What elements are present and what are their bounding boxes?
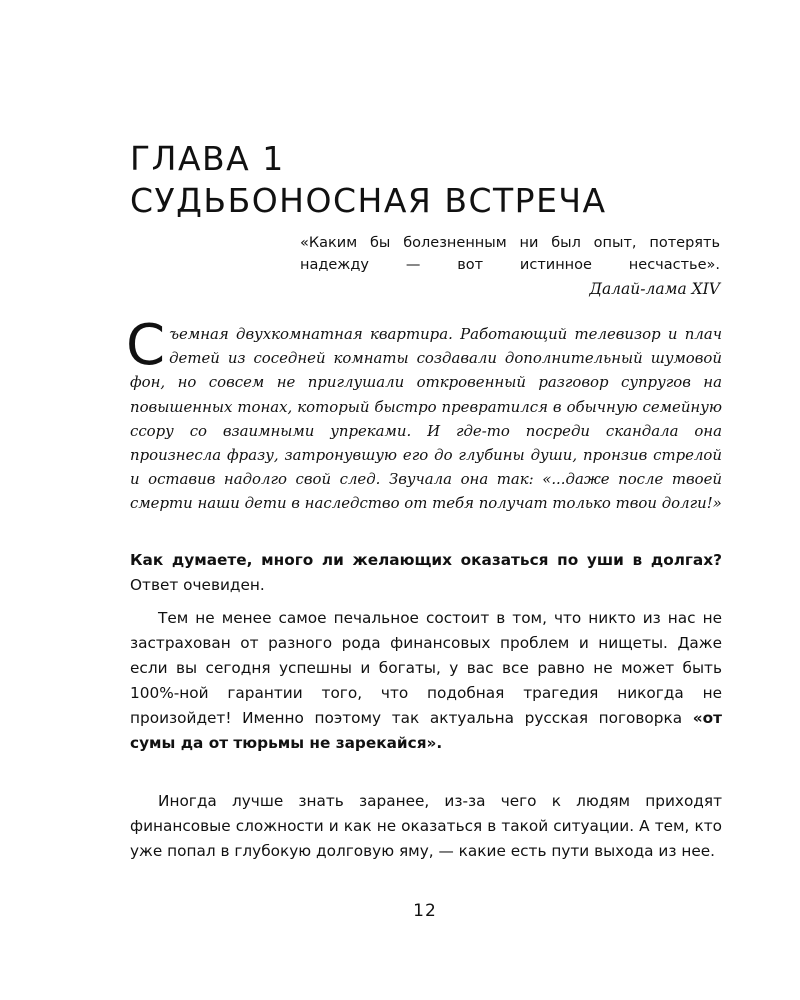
epigraph-author: Далай-лама XIV <box>589 280 720 298</box>
intro-paragraph <box>126 313 722 516</box>
epigraph <box>300 232 720 300</box>
body-paragraph-question <box>130 548 722 598</box>
advice-text: Иногда лучше знать заранее, из-за чего к людям приходят финансовые сложности и как не оказаться в такой ситуации. А тем, кто уже попал в глубокую долговую яму, — какие есть пути выхода из нее. <box>130 792 722 860</box>
question-bold-text: Как думаете, много ли желающих оказаться по уши в долгах? <box>130 551 722 569</box>
page-number: 12 <box>413 901 437 921</box>
chapter-number: ГЛАВА 1 <box>130 139 285 178</box>
chapter-heading <box>130 138 730 222</box>
body-paragraph-advice <box>130 789 722 864</box>
chapter-title: СУДЬБОНОСНАЯ ВСТРЕЧА <box>130 181 607 220</box>
insurance-text: Тем не менее самое печальное состоит в том, что никто из нас не застрахован от разного рода финансовых проблем и нищеты. Даже если вы сегодня успешны и богаты, у вас все равно не может быть 100%-ной гарантии того, что подобная трагедия никогда не произойдет! Именно поэтому так актуальна русская поговорка <box>130 609 722 727</box>
epigraph-quote: «Каким бы болезненным ни был опыт, потерять надежду — вот истинное несчастье». <box>300 235 720 273</box>
proverb-bold-text: «от сумы да от тюрьмы не зарекайся». <box>130 709 722 752</box>
question-answer-text: Ответ очевиден. <box>130 576 265 594</box>
drop-cap: С <box>126 313 166 378</box>
body-paragraph-insurance <box>130 606 722 756</box>
intro-text: ъемная двухкомнатная квартира. Работающий телевизор и плач детей из соседней комнаты создавали дополнительный шумовой фон, но совсем не приглушали откровенный разговор супругов на повышенных тонах, который быстро превратился в обычную семейную ссору со взаимными упреками. И где-то посреди скандала она произнесла фразу, затронувшую его до глубины души, пронзив стрелой и оставив надолго свой след. Звучала она так: «...даже после твоей смерти наши дети в наследство от тебя получат только твои долги!» <box>130 325 722 513</box>
